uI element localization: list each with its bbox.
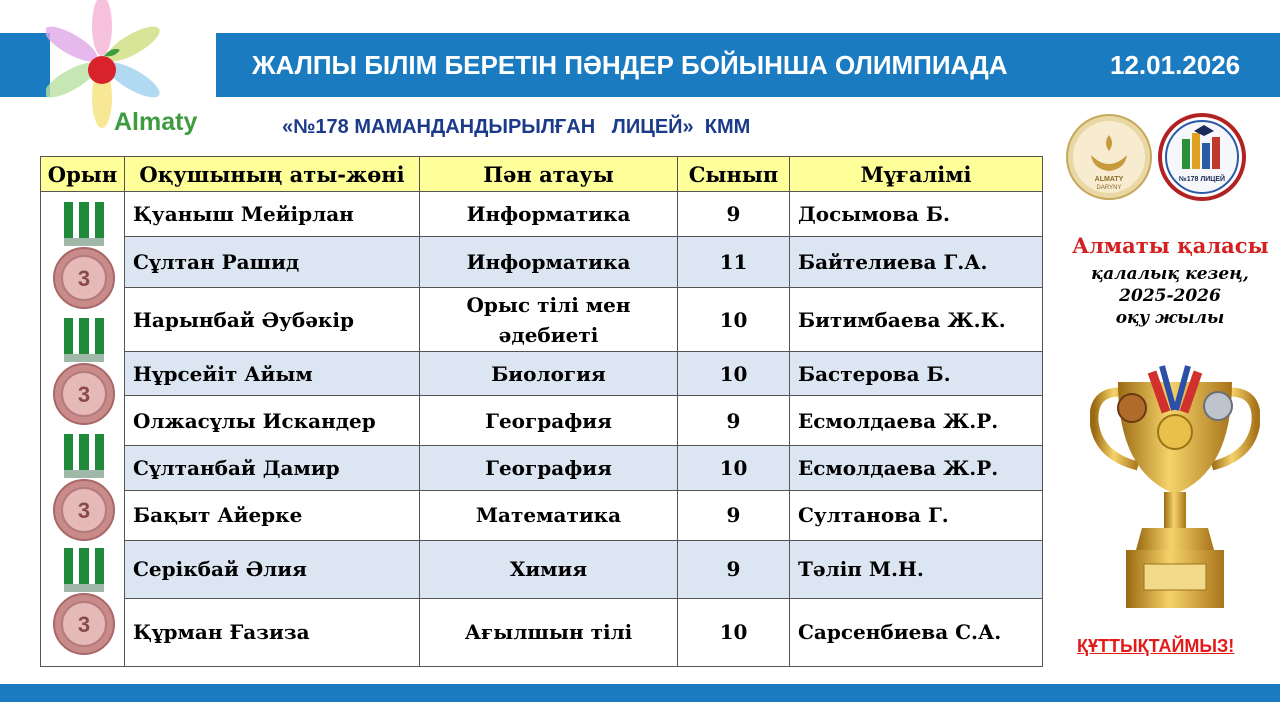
table-row — [41, 540, 1043, 598]
city-name: Алматы қаласы — [1072, 233, 1269, 258]
student-name: Сұлтан Рашид — [125, 237, 420, 288]
stage-info — [1060, 263, 1280, 329]
teacher: Битимбаева Ж.К. — [790, 288, 1043, 352]
subject: География — [420, 446, 678, 490]
logo-left-line1: ALMATY — [1094, 176, 1124, 183]
header-teacher: Мұғалімі — [790, 157, 1043, 192]
grade: 9 — [678, 490, 790, 540]
student-name: Олжасұлы Искандер — [125, 396, 420, 446]
stage-line: қалалық кезең, — [1091, 264, 1249, 284]
subject: География — [420, 396, 678, 446]
table-row — [41, 490, 1043, 540]
grade: 10 — [678, 288, 790, 352]
student-name: Серікбай Әлия — [125, 540, 420, 598]
page-title: ЖАЛПЫ БІЛІМ БЕРЕТІН ПӘНДЕР БОЙЫНША ОЛИМПИАДА — [252, 50, 1008, 80]
place-cell — [41, 192, 125, 667]
bronze-medal-icon — [51, 432, 117, 542]
subject: Информатика — [420, 192, 678, 237]
almaty-logo-text: Almaty — [114, 108, 198, 136]
header-grade: Сынып — [678, 157, 790, 192]
teacher: Тәліп М.Н. — [790, 540, 1043, 598]
lyceum-178-logo-icon — [1158, 113, 1246, 201]
teacher: Сарсенбиева С.А. — [790, 598, 1043, 666]
bronze-medal-icon — [51, 200, 117, 310]
teacher: Бастерова Б. — [790, 352, 1043, 396]
grade: 10 — [678, 352, 790, 396]
subject: Ағылшын тілі — [420, 598, 678, 666]
grade: 9 — [678, 540, 790, 598]
header-place: Орын — [41, 157, 125, 192]
teacher: Султанова Г. — [790, 490, 1043, 540]
table-header-row — [41, 157, 1043, 192]
header-subject: Пән атауы — [420, 157, 678, 192]
grade: 11 — [678, 237, 790, 288]
medal-number: 3 — [77, 498, 91, 523]
table-row — [41, 396, 1043, 446]
table-row — [41, 192, 1043, 237]
medal-number: 3 — [77, 382, 91, 407]
trophy-icon — [1090, 352, 1260, 620]
student-name: Қуаныш Мейірлан — [125, 192, 420, 237]
student-name: Құрман Ғазиза — [125, 598, 420, 666]
header-bar-left — [0, 33, 50, 97]
stage-line: оқу жылы — [1115, 308, 1225, 328]
table-row — [41, 446, 1043, 490]
logo-right-text: №178 ЛИЦЕЙ — [1178, 176, 1226, 183]
student-name: Сұлтанбай Дамир — [125, 446, 420, 490]
medals-column — [41, 192, 124, 666]
school-name: «№178 МАМАНДАНДЫРЫЛҒАН ЛИЦЕЙ» КММ — [282, 116, 751, 138]
subject: Биология — [420, 352, 678, 396]
teacher: Есмолдаева Ж.Р. — [790, 396, 1043, 446]
grade: 9 — [678, 192, 790, 237]
subject: Информатика — [420, 237, 678, 288]
bronze-medal-icon — [51, 546, 117, 656]
table-row — [41, 288, 1043, 352]
student-name: Нұрсейіт Айым — [125, 352, 420, 396]
almaty-daryny-logo-icon — [1065, 113, 1153, 201]
student-name: Нарынбай Әубәкір — [125, 288, 420, 352]
page-date: 12.01.2026 — [1110, 50, 1241, 80]
teacher: Досымова Б. — [790, 192, 1043, 237]
medal-number: 3 — [77, 612, 91, 637]
table-row — [41, 598, 1043, 666]
subject: Орыс тілі мен әдебиеті — [420, 288, 678, 352]
logo-left-line2: DARYNY — [1096, 185, 1122, 191]
medal-number: 3 — [77, 266, 91, 291]
grade: 10 — [678, 446, 790, 490]
grade: 10 — [678, 598, 790, 666]
table-row — [41, 237, 1043, 288]
bronze-medal-icon — [51, 316, 117, 426]
stage-line: 2025-2026 — [1119, 286, 1221, 306]
teacher: Байтелиева Г.А. — [790, 237, 1043, 288]
header-student: Оқушының аты-жөні — [125, 157, 420, 192]
congrats-text: ҚҰТТЫҚТАЙМЫЗ! — [1077, 636, 1235, 656]
results-table — [40, 156, 1043, 667]
subject: Химия — [420, 540, 678, 598]
subject: Математика — [420, 490, 678, 540]
footer-bar — [0, 684, 1280, 702]
table-row — [41, 352, 1043, 396]
grade: 9 — [678, 396, 790, 446]
teacher: Есмолдаева Ж.Р. — [790, 446, 1043, 490]
student-name: Бақыт Айерке — [125, 490, 420, 540]
